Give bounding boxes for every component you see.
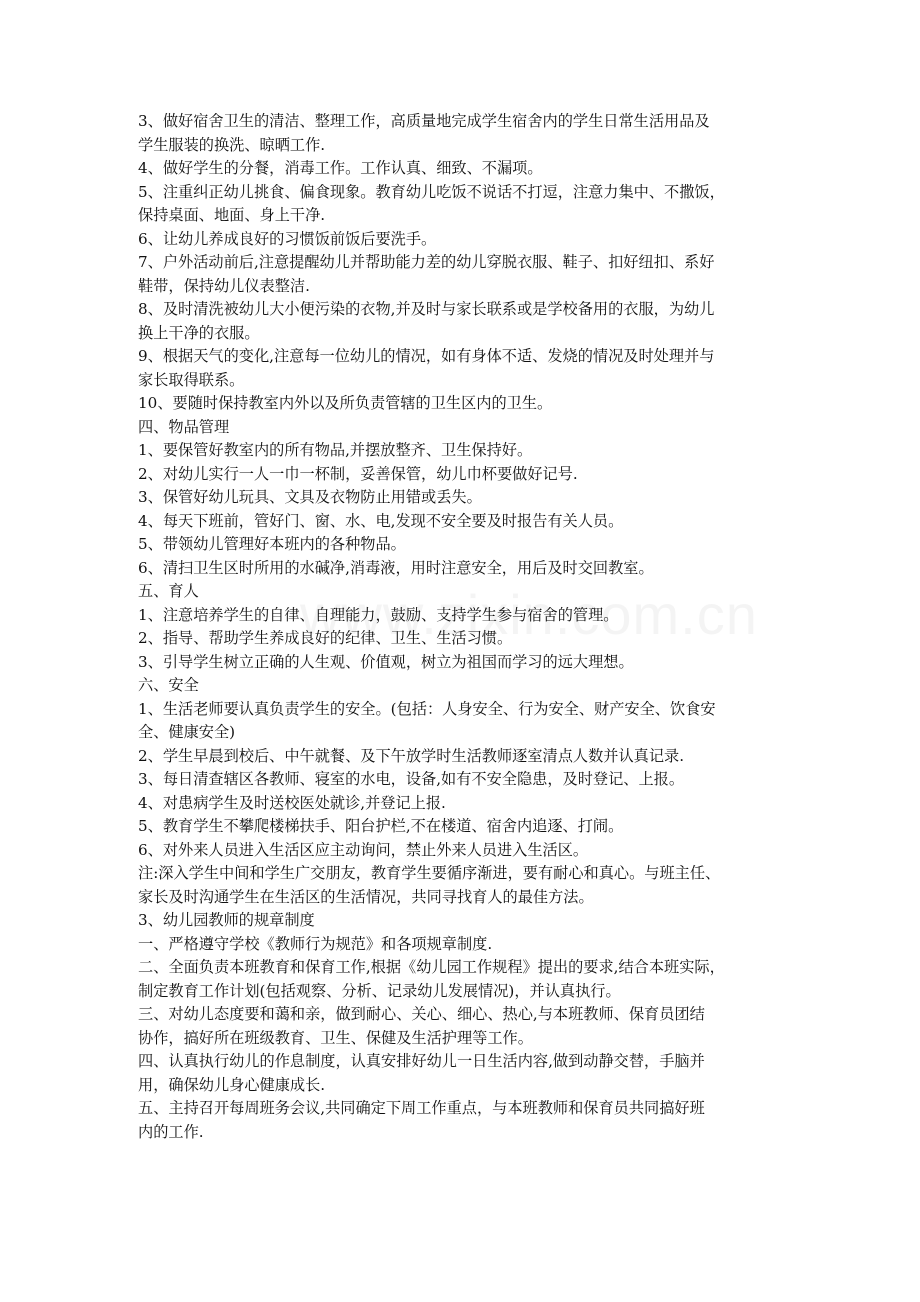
text-line: 五、育人 (138, 582, 199, 600)
text-line: 注:深入学生中间和学生广交朋友，教育学生要循序渐进，要有耐心和真心。与班主任、 (138, 864, 721, 882)
text-line: 1、注意培养学生的自律、自理能力，鼓励、支持学生参与宿舍的管理。 (138, 605, 619, 624)
text-line: 4、对患病学生及时送校医处就诊,并登记上报. (138, 793, 446, 812)
text-line: 内的工作. (138, 1122, 204, 1141)
text-line: 协作，搞好所在班级教育、卫生、保健及生活护理等工作。 (138, 1028, 533, 1047)
text-line: 2、指导、帮助学生养成良好的纪律、卫生、生活习惯。 (138, 629, 513, 647)
text-line: 制定教育工作计划(包括观察、分析、记录幼儿发展情况)，并认真执行。 (138, 981, 621, 1000)
text-line: 6、让幼儿养成良好的习惯饭前饭后要洗手。 (138, 229, 437, 248)
text-line: 3、幼儿园教师的规章制度 (138, 911, 315, 929)
text-line: 3、做好宿舍卫生的清洁、整理工作，高质量地完成学生宿舍内的学生日常生活用品及 (138, 112, 710, 130)
text-line: 四、认真执行幼儿的作息制度，认真安排好幼儿一日生活内容,做到动静交替，手脑并 (138, 1052, 705, 1070)
text-line: 7、户外活动前后,注意提醒幼儿并帮助能力差的幼儿穿脱衣服、鞋子、扣好纽扣、系好 (138, 253, 715, 271)
text-line: 6、清扫卫生区时所用的水碱净,消毒液，用时注意安全，用后及时交回教室。 (138, 558, 654, 577)
text-line: 4、每天下班前，管好门、窗、水、电,发现不安全要及时报告有关人员。 (138, 511, 624, 530)
text-line: 鞋带，保持幼儿仪表整洁. (138, 276, 310, 295)
text-line: 2、学生早晨到校后、中午就餐、及下午放学时生活教师逐室清点人数并认真记录. (138, 746, 685, 765)
text-line: 五、主持召开每周班务会议,共同确定下周工作重点，与本班教师和保育员共同搞好班 (138, 1099, 705, 1117)
text-line: 5、注重纠正幼儿挑食、偏食现象。教育幼儿吃饭不说话不打逗，注意力集中、不撒饭， (138, 182, 725, 201)
text-line: 六、安全 (138, 676, 199, 694)
text-line: 1、生活老师要认真负责学生的安全。(包括：人身安全、行为安全、财产安全、饮食安 (138, 699, 716, 718)
text-line: 5、教育学生不攀爬楼梯扶手、阳台护栏,不在楼道、宿舍内追逐、打闹。 (138, 817, 624, 835)
text-line: 8、及时清洗被幼儿大小便污染的衣物,并及时与家长联系或是学校备用的衣服，为幼儿 (138, 300, 715, 318)
text-line: 1、要保管好教室内的所有物品,并摆放整齐、卫生保持好。 (138, 441, 533, 459)
text-line: 换上干净的衣服。 (138, 323, 260, 342)
text-line: 全、健康安全) (138, 723, 236, 741)
text-line: 4、做好学生的分餐，消毒工作。工作认真、细致、不漏项。 (138, 159, 543, 177)
text-line: 保持桌面、地面、身上干净. (138, 206, 326, 224)
text-line: 5、带领幼儿管理好本班内的各种物品。 (138, 535, 406, 553)
text-line: 家长及时沟通学生在生活区的生活情况，共同寻找育人的最佳方法。 (138, 887, 594, 906)
text-line: 3、引导学生树立正确的人生观、价值观，树立为祖国而学习的远大理想。 (138, 652, 634, 671)
text-line: 2、对幼儿实行一人一巾一杯制，妥善保管，幼儿巾杯要做好记号. (138, 464, 578, 483)
text-line: 二、全面负责本班教育和保育工作,根据《幼儿园工作规程》提出的要求,结合本班实际， (138, 958, 725, 976)
text-line: 3、保管好幼儿玩具、文具及衣物防止用错或丢失。 (138, 488, 482, 506)
text-line: 三、对幼儿态度要和蔼和亲，做到耐心、关心、细心、热心,与本班教师、保育员团结 (138, 1005, 705, 1023)
text-line: 6、对外来人员进入生活区应主动询问，禁止外来人员进入生活区。 (138, 840, 589, 859)
document-body (138, 110, 798, 1144)
text-line: 学生服装的换洗、晾晒工作. (138, 135, 326, 154)
text-line: 一、严格遵守学校《教师行为规范》和各项规章制度. (138, 934, 493, 953)
text-line: 3、每日清查辖区各教师、寝室的水电，设备,如有不安全隐患，及时登记、上报。 (138, 770, 685, 788)
text-line: 9、根据天气的变化,注意每一位幼儿的情况，如有身体不适、发烧的情况及时处理并与 (138, 347, 715, 365)
text-line: 家长取得联系。 (138, 370, 245, 389)
text-line: 四、物品管理 (138, 417, 230, 436)
text-line: 10、要随时保持教室内外以及所负责管辖的卫生区内的卫生。 (138, 394, 553, 412)
text-line: 用，确保幼儿身心健康成长. (138, 1075, 326, 1094)
